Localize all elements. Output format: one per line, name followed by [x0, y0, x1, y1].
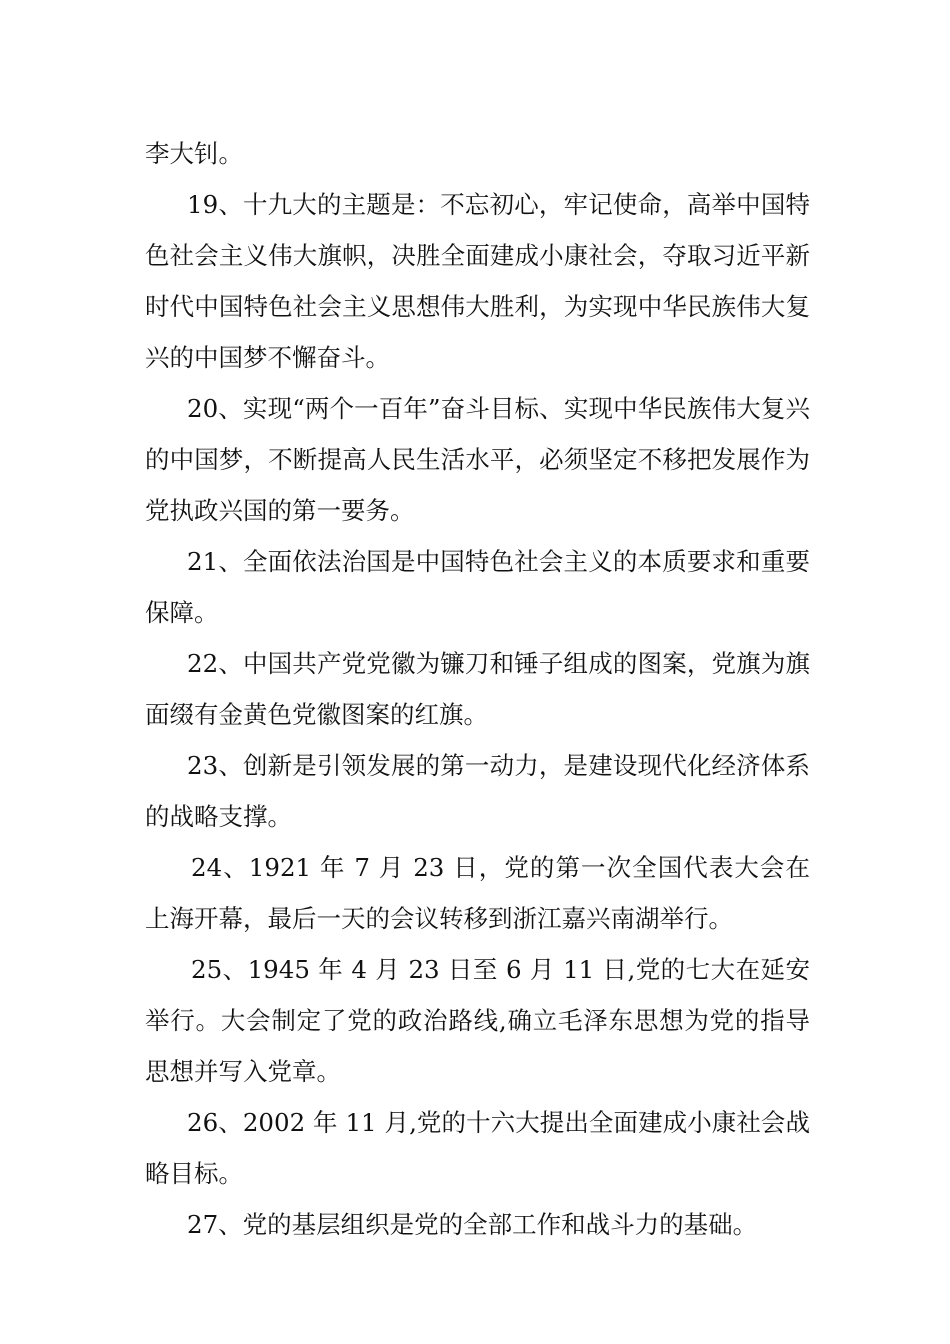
paragraph-item-22: 22、中国共产党党徽为镰刀和锤子组成的图案，党旗为旗面缀有金黄色党徽图案的红旗。 [145, 649, 810, 729]
paragraph-item-19: 19、十九大的主题是：不忘初心，牢记使命，高举中国特色社会主义伟大旗帜，决胜全面建成小康社会，夺取习近平新时代中国特色社会主义思想伟大胜利，为实现中华民族伟大复兴的中国梦不懈奋斗。 [145, 190, 810, 372]
paragraph-item-24: 24、1921 年 7 月 23 日，党的第一次全国代表大会在上海开幕，最后一天的会议转移到浙江嘉兴南湖举行。 [145, 853, 810, 933]
paragraph-item-25: 25、1945 年 4 月 23 日至 6 月 11 日,党的七大在延安举行。大会制定了党的政治路线,确立毛泽东思想为党的指导思想并写入党章。 [145, 955, 810, 1086]
paragraph-item-21: 21、全面依法治国是中国特色社会主义的本质要求和重要保障。 [145, 547, 810, 627]
paragraph-item-27: 27、党的基层组织是党的全部工作和战斗力的基础。 [187, 1210, 758, 1239]
paragraph-item-23: 23、创新是引领发展的第一动力，是建设现代化经济体系的战略支撑。 [145, 751, 810, 831]
document-page [145, 128, 810, 1250]
paragraph-continuation: 李大钊。 [145, 139, 243, 168]
paragraph-item-20: 20、实现“两个一百年”奋斗目标、实现中华民族伟大复兴的中国梦，不断提高人民生活水平，必须坚定不移把发展作为党执政兴国的第一要务。 [145, 394, 810, 525]
paragraph-item-26: 26、2002 年 11 月,党的十六大提出全面建成小康社会战略目标。 [145, 1108, 810, 1188]
